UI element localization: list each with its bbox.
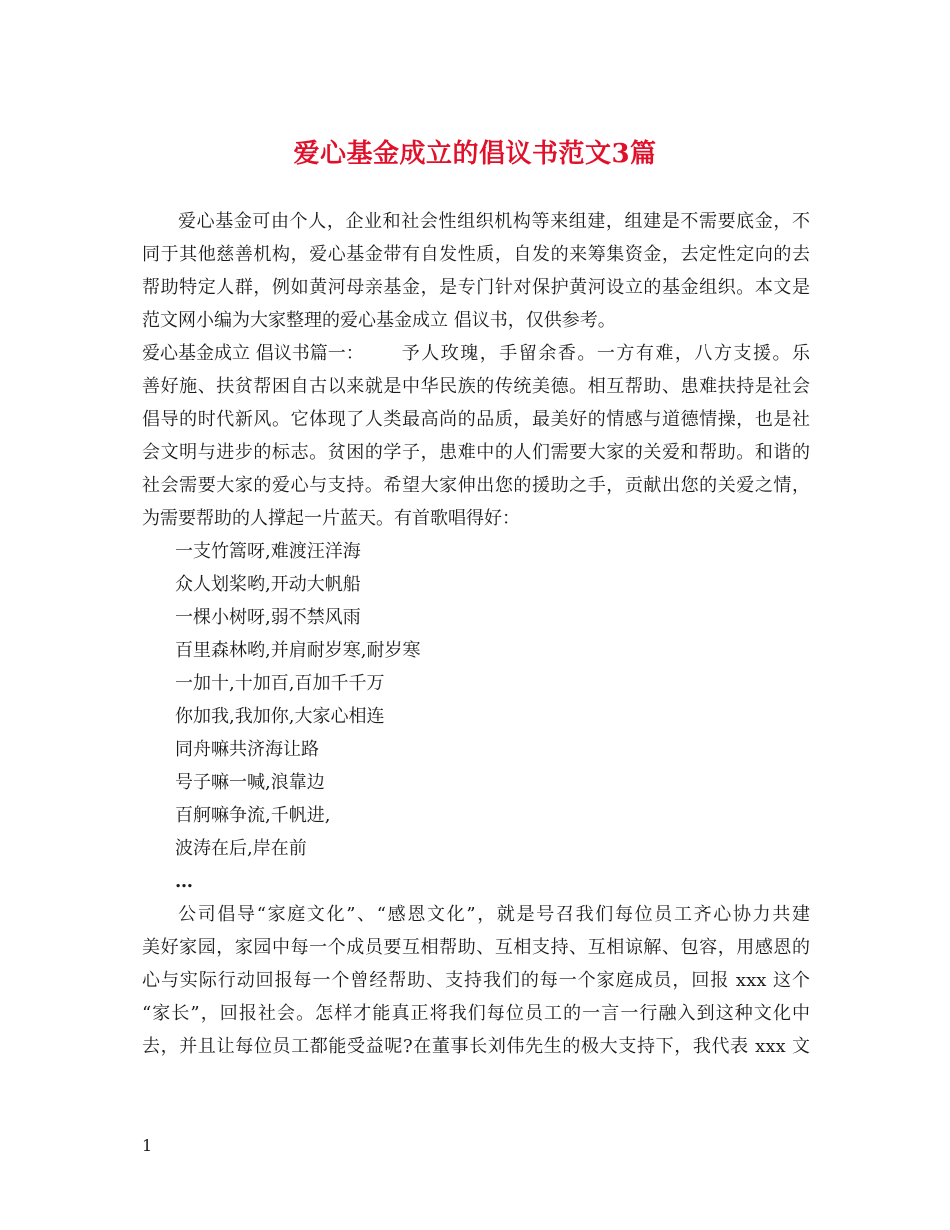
poem-line: 众人划桨哟,开动大帆船 (175, 574, 361, 595)
intro-line: 爱心基金可由个人，企业和社会性组织机构等来组建，组建是不需要底金，不 (178, 211, 810, 232)
poem-line: 一棵小树呀,弱不禁风雨 (175, 607, 361, 628)
intro-line: 帮助特定人群，例如黄河母亲基金，是专门针对保护黄河设立的基金组织。本文是 (142, 277, 810, 298)
para2-line: 公司倡导“家庭文化”、“感恩文化”，就是号召我们每位员工齐心协力共建 (178, 904, 810, 925)
part1-line: 为需要帮助的人撑起一片蓝天。有首歌唱得好： (142, 508, 520, 529)
part1-line: 社会需要大家的爱心与支持。希望大家伸出您的援助之手，贡献出您的关爱之情， (142, 475, 810, 496)
part1-first-text: 予人玫瑰，手留余香。一方有难，八方支援。乐 (401, 343, 810, 364)
page-number: 1 (142, 1136, 153, 1155)
poem-line: 号子嘛一喊,浪靠边 (175, 772, 325, 793)
part1-line: 善好施、扶贫帮困自古以来就是中华民族的传统美德。相互帮助、患难扶持是社会 (142, 376, 810, 397)
part1-heading: 爱心基金成立 倡议书篇一： (142, 343, 364, 364)
poem-line: 同舟嘛共济海让路 (175, 739, 319, 760)
para2-line: 去，并且让每位员工都能受益呢?在董事长刘伟先生的极大支持下，我代表 xxx 文 (142, 1036, 810, 1057)
part1-line: 会文明与进步的标志。贫困的学子，患难中的人们需要大家的关爱和帮助。和谐的 (142, 442, 810, 463)
document-title: 爱心基金成立的倡议书范文3篇 (293, 139, 657, 169)
part1-first-line (142, 337, 810, 370)
poem-line: 百里森林哟,并肩耐岁寒,耐岁寒 (175, 640, 421, 661)
intro-line: 范文网小编为大家整理的爱心基金成立 倡议书，仅供参考。 (142, 310, 616, 331)
para2-line: “家长”，回报社会。怎样才能真正将我们每位员工的一言一行融入到这种文化中 (142, 1003, 810, 1024)
poem-line: 波涛在后,岸在前 (175, 838, 307, 859)
poem-line: 百舸嘛争流,千帆进, (175, 805, 331, 826)
poem-line: 你加我,我加你,大家心相连 (175, 706, 385, 727)
para2-line: 美好家园，家园中每一个成员要互相帮助、互相支持、互相谅解、包容，用感恩的 (142, 937, 810, 958)
poem-line: 一支竹篙呀,难渡汪洋海 (175, 541, 361, 562)
intro-line: 同于其他慈善机构，爱心基金带有自发性质，自发的来筹集资金，去定性定向的去 (142, 244, 810, 265)
part1-line: 倡导的时代新风。它体现了人类最高尚的品质，最美好的情感与道德情操，也是社 (142, 409, 810, 430)
para2-line: 心与实际行动回报每一个曾经帮助、支持我们的每一个家庭成员，回报 xxx 这个 (142, 970, 810, 991)
poem-line: 一加十,十加百,百加千千万 (175, 673, 385, 694)
document-body (142, 205, 810, 1063)
ellipsis: … (175, 871, 193, 892)
